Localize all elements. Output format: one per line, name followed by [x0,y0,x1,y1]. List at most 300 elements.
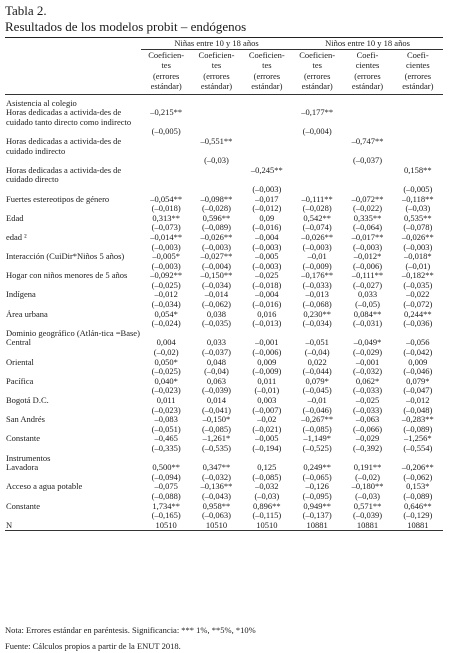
table-cell: (–0,032) [352,367,383,377]
table-row [5,338,443,348]
table-cell: (–0,063) [201,511,232,521]
table-cell: –0,01 [307,396,327,405]
table-cell [242,99,292,109]
table-cell: –0,126 [305,482,329,492]
table-cell: –0,012 [154,290,178,300]
table-cell: (–0,044) [302,367,332,377]
column-header-line: estándar) [200,81,233,92]
table-cell: (–0,525) [302,443,332,453]
row-label: Acceso a agua potable [6,482,83,492]
table-cell: 0,009 [257,357,277,367]
table-cell: –0,098** [200,194,233,204]
row-label [5,127,141,137]
table-cell: (–0,089) [403,491,433,501]
table-cell: 10510 [242,521,292,531]
table-row [5,290,443,300]
table-cell: 10881 [292,521,342,531]
table-cell: (–0,029) [352,348,383,358]
table-cell [242,156,292,166]
table-cell: (–0,033) [352,386,383,396]
table-row [5,214,443,224]
row-label [5,473,141,483]
table-source: Fuente: Cálculos propios a partir de la ENUT 2018. [5,641,181,651]
table-row [5,262,443,272]
table-cell: (–0,535) [201,443,232,453]
table-row [5,127,443,137]
row-label: San Andrés [6,415,45,425]
table-cell: 0,004 [156,338,176,348]
table-cell: (–0,051) [151,424,181,434]
table-cell: –0,283** [401,415,434,425]
table-cell: (–0,088) [151,491,181,501]
table-cell [141,166,191,185]
table-cell [292,99,342,109]
table-cell: (–0,02) [153,348,179,358]
table-row [5,204,443,214]
row-label: Pacífica [6,376,34,386]
column-header [292,49,342,94]
table-row [5,425,443,435]
table-row [5,406,443,416]
table-cell: –0,022 [406,290,430,300]
table-cell [242,454,292,464]
table-cell: 0,335** [353,213,382,223]
table-cell: –0,206** [401,463,434,473]
row-label: Horas dedicadas a activida-des de cuidado directo [6,165,122,185]
table-cell: –0,017 [255,194,279,204]
table-title: Tabla 2. [5,3,47,18]
table-cell [393,108,443,127]
table-cell [191,166,241,185]
row-label: Constante [6,434,40,444]
table-cell: –0,004 [255,232,279,242]
table-cell: (–0,035) [403,280,433,290]
table-cell [292,454,342,464]
table-cell: –0,027** [200,252,233,262]
table-cell: 0,009 [408,357,428,367]
table-cell: 0,050* [154,357,178,367]
table-cell: (–0,046) [403,367,433,377]
table-row [5,521,443,531]
row-label [5,367,141,377]
table-cell: 0,011 [156,396,176,405]
column-header-line: (errores [203,70,230,81]
table-cell: 0,033 [206,338,227,348]
table-cell: (–0,04) [304,348,330,358]
table-cell: (–0,129) [403,511,433,521]
table-row [5,271,443,281]
table-cell: (–0,094) [151,472,181,482]
table-row [5,137,443,156]
table-cell: (–0,042) [403,348,433,358]
table-cell: 0,048 [206,357,227,367]
row-label: Fuertes estereotipos de género [6,194,110,204]
table-row [5,223,443,233]
table-row [5,252,443,262]
table-cell: 0,09 [259,213,275,223]
row-label [5,511,141,521]
table-cell: –1,149* [303,434,331,444]
table-cell: –0,029 [355,434,380,444]
table-cell: 10510 [141,521,191,531]
table-cell [141,156,191,166]
row-label: Constante [6,501,40,511]
table-cell [342,185,392,195]
row-label [5,348,141,358]
table-cell: (–0,003) [252,184,282,194]
column-header-line: (errores [303,70,331,81]
table-row [5,166,443,185]
table-cell: –0,051 [305,338,329,348]
column-header-line: (errores [354,70,381,81]
table-cell: –0,182** [401,271,434,281]
table-cell: 10510 [191,521,241,531]
table-cell: (–0,165) [151,511,181,521]
table-cell: –0,136** [200,482,233,492]
table-cell [393,156,443,166]
table-cell: 0,062* [355,376,380,386]
table-cell: 0,244** [404,309,432,319]
row-label [5,492,141,502]
column-header-line: estándar) [251,81,283,92]
table-cell [141,185,191,195]
row-label [5,223,141,233]
table-cell: –0,747** [351,136,384,146]
table-cell: –0,026** [301,232,334,242]
table-cell: –0,012* [353,252,382,262]
table-cell: –0,177** [301,108,334,118]
table-cell: –0,056 [406,338,430,348]
table-cell: (–0,065) [302,472,332,482]
row-label: N [5,521,141,531]
table-cell: (–0,072) [403,300,433,310]
table-cell: (–0,018) [252,280,282,290]
row-label [5,444,141,454]
row-label: Área urbana [6,309,48,319]
table-cell: 0,949** [303,501,331,511]
table-row [5,367,443,377]
table-row [5,329,443,339]
table-cell: 0,084** [353,309,382,319]
table-cell: 0,542** [303,213,331,223]
table-cell [342,99,392,109]
group-header-row [5,38,443,49]
table-cell: (–0,028) [302,204,332,214]
table-cell [191,108,241,127]
table-cell: 0,571** [353,501,382,511]
table-row [5,377,443,387]
table-cell: (–0,046) [302,405,332,415]
table-cell: –0,026** [401,232,434,242]
table-cell: –0,001 [255,338,279,348]
table-cell: –0,014 [204,290,229,300]
table-cell [342,127,392,137]
row-label [5,262,141,272]
column-header-row [5,49,443,94]
table-cell: (–0,033) [302,280,332,290]
table-row [5,492,443,502]
row-label: Bogotá D.C. [6,396,49,405]
table-cell: (–0,089) [403,424,433,434]
table-cell: (–0,392) [352,443,383,453]
table-cell: –0,118** [402,194,434,204]
table-cell [242,137,292,156]
table-cell: 0,011 [257,376,277,386]
table-cell: –0,063 [355,415,380,425]
table-cell [191,127,241,137]
table-row [5,444,443,454]
table-cell: (–0,004) [302,127,332,137]
table-cell: (–0,009) [252,367,282,377]
table-cell: (–0,194) [252,443,282,453]
table-row [5,386,443,396]
column-header-line: tes [211,60,222,71]
row-label: Horas dedicadas a activida-des de cuidado indirecto [6,136,122,156]
table-cell: 0,063 [206,376,227,386]
column-header-line: (errores [253,70,281,81]
table-row [5,511,443,521]
table-cell: (–0,085) [302,424,332,434]
group-header-boys: Niños entre 10 y 18 años [292,38,443,49]
table-cell: (–0,073) [151,223,181,233]
table-cell: (–0,006) [352,261,383,271]
table-cell: (–0,028) [201,204,232,214]
table-cell: –0,072** [351,194,384,204]
table-cell: 0,646** [404,501,432,511]
table-cell: (–0,03) [405,204,431,214]
table-cell: –1,261* [202,434,231,444]
table-cell: 0,958** [202,501,231,511]
column-header-line: cientes [406,60,430,71]
table-cell: (–0,02) [355,472,380,482]
table-cell: (–0,003) [302,242,332,252]
column-header-line: (errores [152,70,180,81]
table-row [5,473,443,483]
table-cell: –0,215** [150,108,183,118]
row-label: Dominio geográfico (Atlán-tica =Base) [6,328,140,338]
table-cell: (–0,034) [302,319,332,329]
table-cell: –0,150** [200,271,233,281]
table-cell [141,454,191,464]
table-cell: 0,313** [152,213,180,223]
table-cell [292,137,342,156]
table-cell: (–0,033) [352,405,383,415]
row-label [5,243,141,253]
table-cell [141,99,191,109]
table-cell: –0,005 [255,252,279,262]
table-cell: –0,180** [351,482,384,492]
column-header-line: Coefi- [406,49,429,60]
table-cell: (–0,025) [151,367,181,377]
table-cell: 10881 [393,521,443,531]
table-cell: (–0,554) [403,443,433,453]
table-cell: (–0,003) [252,261,282,271]
table-cell: 0,033 [357,290,378,300]
column-header-line: (errores [404,70,432,81]
table-row [5,415,443,425]
row-label: Asistencia al colegio [6,98,77,108]
table-row [5,463,443,473]
column-header-line: estándar) [301,81,333,92]
table-cell: 0,158** [404,165,432,175]
row-label [5,281,141,291]
table-row [5,243,443,253]
table-cell: (–0,035) [201,319,232,329]
table-cell: –0,032 [255,482,279,492]
row-label: Interacción (CuiDir*Niños 5 años) [6,252,125,262]
row-label [5,425,141,435]
table-cell: (–0,03) [204,156,229,166]
table-cell: (–0,025) [151,280,181,290]
table-cell: (–0,066) [352,424,383,434]
table-row [5,358,443,368]
table-cell: (–0,115) [252,511,282,521]
table-cell [191,99,241,109]
table-cell: (–0,047) [403,386,433,396]
table-cell: –0,017** [351,232,384,242]
table-cell: (–0,032) [201,472,232,482]
row-label: Oriental [6,357,34,367]
table-cell: (–0,003) [352,242,383,252]
table-cell: 0,003 [257,396,277,405]
table-cell: (–0,089) [201,223,232,233]
column-header-line: tes [312,60,322,71]
table-cell: 0,249** [303,463,331,473]
table-cell: 0,038 [206,309,227,319]
row-label: Lavadora [6,463,39,473]
table-cell: –0,267** [301,415,334,425]
table-cell: 0,054* [154,309,178,319]
column-header-line: Coeficien- [248,49,285,60]
table-row [5,502,443,512]
table-cell: (–0,023) [151,405,181,415]
table-row [5,434,443,444]
table-row [5,454,443,464]
table-cell [191,185,241,195]
table-cell: (–0,043) [201,491,232,501]
column-header [342,49,392,94]
row-label: Indígena [6,290,36,300]
group-header-girls: Niñas entre 10 y 18 años [141,38,292,49]
table-cell: (–0,009) [302,261,332,271]
table-cell: –0,176** [301,271,334,281]
table-cell: 0,079* [406,376,430,386]
table-cell: (–0,005) [151,127,181,137]
table-cell: –0,465 [154,434,178,444]
table-cell [292,329,342,339]
table-cell: 1,734** [152,501,180,511]
table-cell: –0,026** [200,232,233,242]
column-header-line: Coeficien- [148,49,185,60]
table-cell: –0,025 [255,271,279,281]
results-table [5,38,443,531]
table-row [5,195,443,205]
table-cell: –0,092** [150,271,183,281]
table-cell: 0,896** [253,501,281,511]
table-cell: (–0,006) [252,348,282,358]
table-cell: (–0,078) [403,223,433,233]
table-cell: –0,014** [150,232,183,242]
table-cell: (–0,05) [355,300,380,310]
column-header-line: Coefi- [356,49,379,60]
table-row [5,108,443,127]
table-cell: (–0,137) [302,511,332,521]
table-cell [141,329,191,339]
table-cell: –0,012 [406,396,430,405]
column-header-line: estándar) [351,81,384,92]
column-header [141,49,191,94]
table-cell: (–0,023) [151,386,181,396]
table-cell: (–0,03) [355,491,380,501]
row-label: Horas dedicadas a activida-des de cuidado tanto directo como indirecto [6,108,132,127]
table-cell: (–0,003) [403,242,433,252]
table-cell: (–0,074) [302,223,332,233]
table-cell: (–0,03) [254,491,280,501]
table-row [5,99,443,109]
table-cell: –0,075 [154,482,178,492]
table-cell [393,454,443,464]
table-cell: (–0,036) [403,319,433,329]
table-cell: 0,016 [257,309,277,319]
table-cell: –0,049* [353,338,382,348]
table-cell: –0,245** [250,165,283,175]
table-cell: –0,001 [355,357,380,367]
column-header [393,49,443,94]
table-cell [393,329,443,339]
table-cell: 0,500** [152,463,180,473]
table-row [5,482,443,492]
table-cell: (–0,01) [405,261,431,271]
row-label [5,319,141,329]
table-cell: –0,02 [257,415,277,425]
row-label [5,386,141,396]
table-cell: (–0,021) [252,424,282,434]
table-cell: (–0,003) [201,242,232,252]
table-cell: 0,230** [303,309,331,319]
table-cell: (–0,039) [352,511,383,521]
row-label: edad ² [6,232,27,242]
table-cell: –0,150* [202,415,231,425]
table-cell: –0,01 [307,252,327,262]
table-cell: –0,083 [154,415,178,425]
table-cell: –0,054** [150,194,183,204]
table-cell: (–0,003) [151,261,181,271]
table-row [5,300,443,310]
table-cell [141,137,191,156]
table-cell: 0,596** [202,213,231,223]
table-cell [292,185,342,195]
table-cell: (–0,003) [151,242,181,252]
row-label [5,300,141,310]
table-cell: (–0,034) [201,280,232,290]
table-cell: (–0,041) [201,405,232,415]
table-cell [393,99,443,109]
table-cell: 0,153* [406,482,430,492]
table-cell: (–0,031) [352,319,383,329]
table-cell: (–0,027) [352,280,383,290]
table-cell: 0,535** [404,213,432,223]
row-label: Instrumentos [6,453,51,463]
row-label [5,406,141,416]
table-cell: 0,040* [154,376,178,386]
table-row [5,185,443,195]
table-cell: 0,014 [206,396,227,405]
table-cell: (–0,068) [302,300,332,310]
table-cell: –0,111** [301,194,333,204]
table-cell: (–0,018) [151,204,181,214]
table-cell: (–0,003) [252,242,282,252]
table-cell: –0,551** [200,136,233,146]
